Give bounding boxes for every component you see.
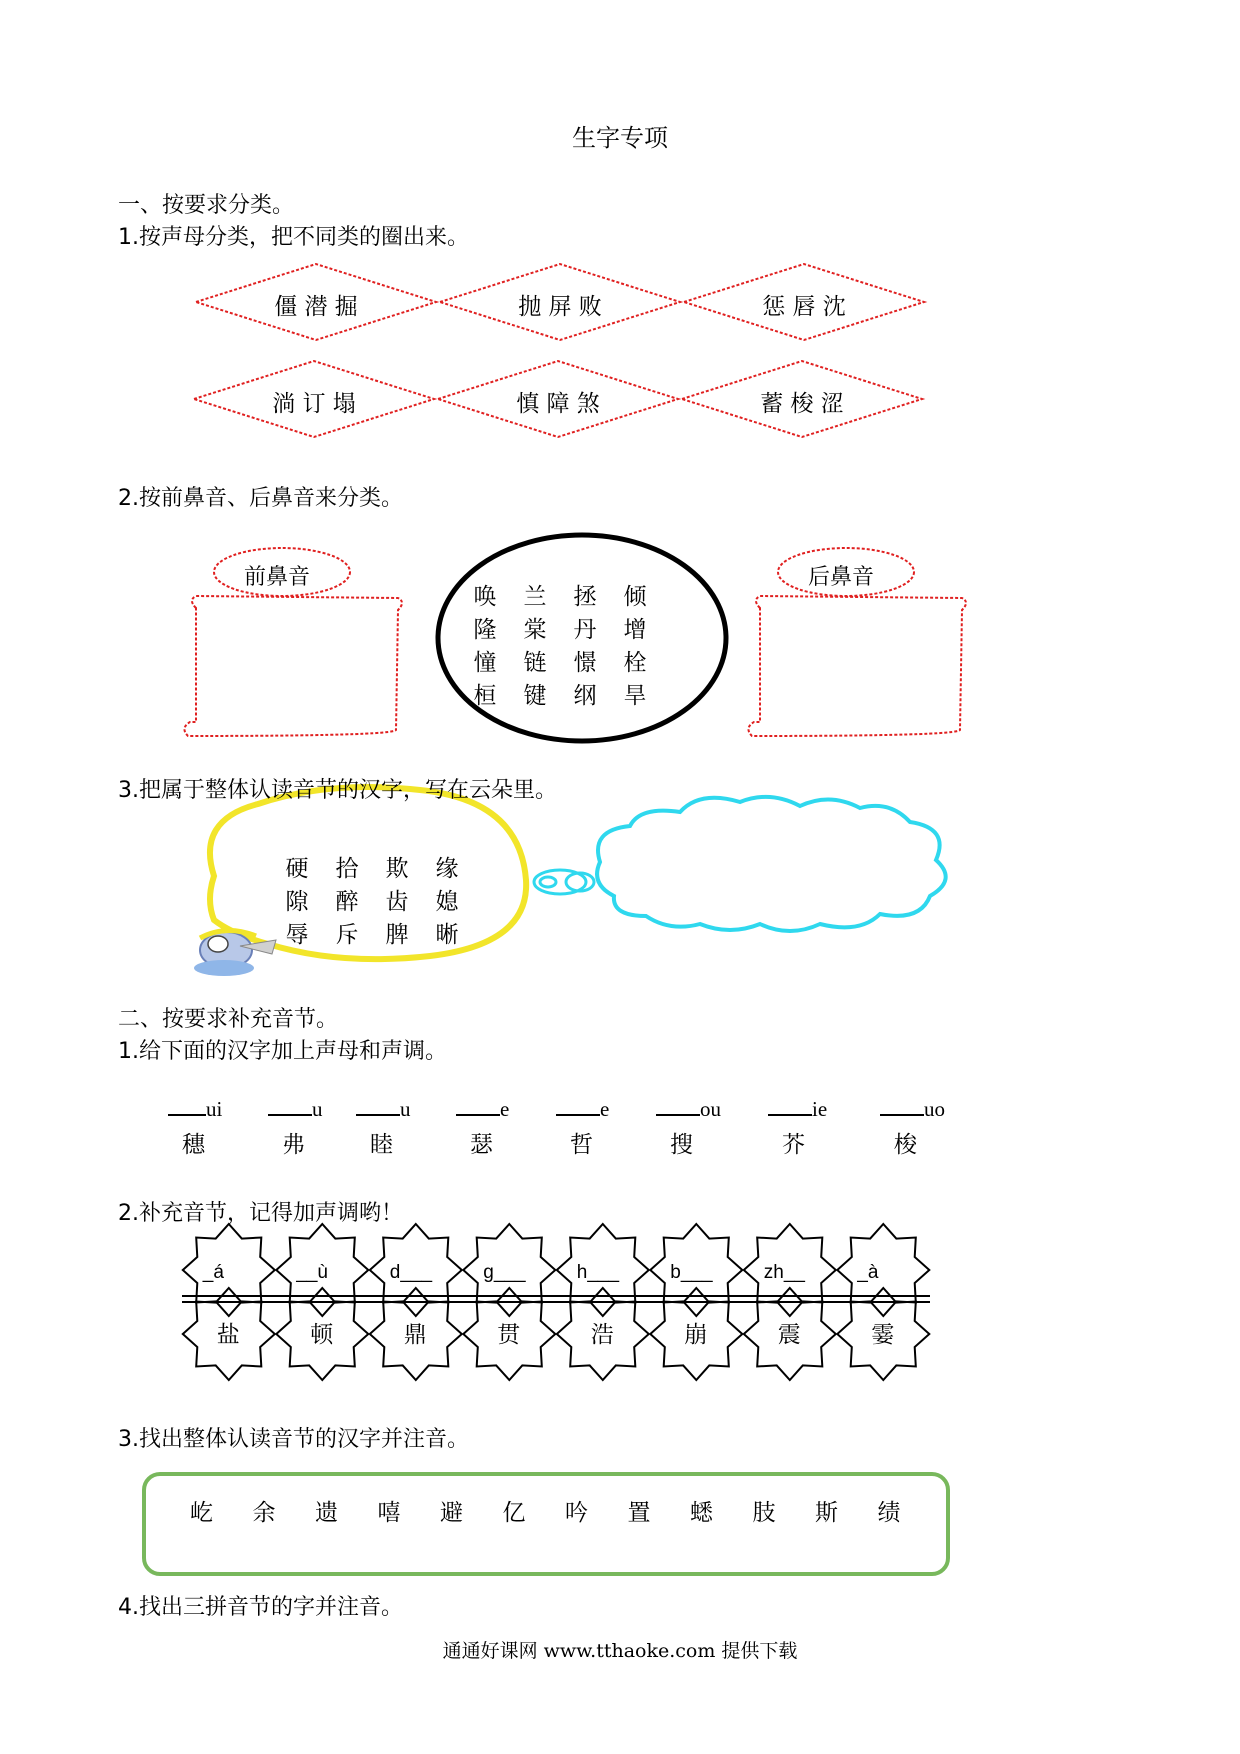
blank-with-final <box>456 1096 509 1122</box>
target-char: 弗 <box>282 1132 305 1158</box>
box-char: 避 <box>440 1500 463 1526</box>
answer-blank[interactable] <box>880 1096 924 1116</box>
section-heading-1: 一、按要求分类。 <box>118 193 295 218</box>
octagon-char: 霎 <box>871 1322 895 1348</box>
question-label-1-2: 2.按前鼻音、后鼻音来分类。 <box>118 486 403 511</box>
final-text: u <box>312 1097 323 1121</box>
box-char: 嘻 <box>377 1500 401 1526</box>
cloud-puff <box>534 870 586 894</box>
oval-char-row: 桓 键 纲 旱 <box>473 683 647 709</box>
octagon-char: 震 <box>777 1322 801 1348</box>
answer-blank[interactable] <box>356 1096 400 1116</box>
target-char: 穗 <box>182 1132 205 1158</box>
blank-with-final <box>268 1096 323 1122</box>
pinyin-partial[interactable]: zh__ <box>763 1262 805 1283</box>
octagon-char: 鼎 <box>403 1322 427 1348</box>
oval-char-row: 隆 棠 丹 增 <box>473 617 647 643</box>
octagon-char: 浩 <box>590 1322 614 1348</box>
footer-credit: 通通好课网 www.tthaoke.com 提供下载 <box>442 1640 798 1662</box>
box-char: 肢 <box>752 1500 776 1526</box>
final-text: uo <box>924 1097 945 1121</box>
blank-with-final <box>556 1096 609 1122</box>
pinyin-partial[interactable]: b___ <box>670 1262 713 1283</box>
section-heading-2: 二、按要求补充音节。 <box>118 1007 339 1032</box>
box-char: 绩 <box>877 1500 901 1526</box>
final-text: u <box>400 1097 411 1121</box>
back-nasal-label: 后鼻音 <box>808 565 875 590</box>
question-label-2-2: 2.补充音节，记得加声调哟！ <box>118 1201 403 1226</box>
answer-blank[interactable] <box>456 1096 500 1116</box>
scroll-frame-left <box>184 596 402 736</box>
diamond-group-3: 惩 唇 沈 <box>762 294 846 320</box>
box-char: 置 <box>627 1500 651 1526</box>
octagon-char: 贯 <box>497 1322 521 1348</box>
box-char: 遗 <box>315 1500 338 1526</box>
question-label-2-4: 4.找出三拼音节的字并注音。 <box>118 1595 403 1620</box>
oval-char-row: 憧 链 憬 栓 <box>473 650 647 676</box>
diamond-group-6: 蓄 梭 涩 <box>760 391 844 417</box>
target-char: 芥 <box>782 1132 805 1158</box>
pinyin-partial[interactable]: h___ <box>576 1262 620 1283</box>
answer-cloud <box>597 797 946 931</box>
pinyin-partial[interactable]: d___ <box>389 1262 433 1283</box>
diamond-group-1: 僵 潜 掘 <box>274 294 358 320</box>
question-label-1-3: 3.把属于整体认读音节的汉字，写在云朵里。 <box>118 778 557 803</box>
page-title: 生字专项 <box>572 124 668 152</box>
scroll-frame-right <box>748 596 966 736</box>
cloud-puff <box>540 877 556 887</box>
answer-blank[interactable] <box>268 1096 312 1116</box>
octagon-char: 顿 <box>310 1322 334 1348</box>
final-text: ou <box>700 1097 721 1121</box>
bubble-char-row: 硬 拾 欺 缘 <box>285 856 459 882</box>
question-label-1-1: 1.按声母分类，把不同类的圈出来。 <box>118 225 469 250</box>
box-char: 余 <box>252 1500 276 1526</box>
bubble-char-row: 隙 醉 齿 媳 <box>285 889 459 915</box>
final-text: ui <box>206 1097 223 1121</box>
target-char: 睦 <box>370 1132 393 1158</box>
cartoon-character <box>194 930 276 976</box>
final-text: e <box>600 1097 610 1121</box>
blank-with-final <box>880 1096 945 1122</box>
final-text: ie <box>812 1097 828 1121</box>
target-char: 梭 <box>894 1132 917 1158</box>
bubble-char-row: 辱 斥 脾 晰 <box>285 922 459 948</box>
box-char: 吟 <box>565 1500 588 1526</box>
final-text: e <box>500 1097 510 1121</box>
box-char: 斯 <box>815 1500 838 1526</box>
target-char: 瑟 <box>470 1132 493 1158</box>
target-char: 哲 <box>570 1132 593 1158</box>
answer-blank[interactable] <box>656 1096 700 1116</box>
octagon-char: 盐 <box>216 1322 240 1348</box>
target-char: 搜 <box>670 1132 693 1158</box>
pinyin-partial[interactable]: __ù <box>296 1262 328 1283</box>
front-nasal-label: 前鼻音 <box>244 565 311 590</box>
blank-with-final <box>168 1096 222 1122</box>
blank-with-final <box>768 1096 827 1122</box>
pinyin-partial[interactable]: _à <box>857 1262 879 1283</box>
pinyin-partial[interactable]: _á <box>202 1262 224 1283</box>
blank-with-final <box>356 1096 411 1122</box>
diamond-group-4: 淌 订 塌 <box>272 391 356 417</box>
question-label-2-3: 3.找出整体认读音节的汉字并注音。 <box>118 1427 469 1452</box>
diamond-group-5: 慎 障 煞 <box>516 391 600 417</box>
answer-blank[interactable] <box>768 1096 812 1116</box>
box-char: 亿 <box>502 1500 526 1526</box>
octagon-char: 崩 <box>684 1322 708 1348</box>
oval-char-row: 唤 兰 拯 倾 <box>473 584 647 610</box>
pinyin-partial[interactable]: g___ <box>483 1262 526 1283</box>
diamond-group-2: 抛 屏 败 <box>518 294 602 320</box>
answer-blank[interactable] <box>168 1096 206 1116</box>
box-char: 屹 <box>190 1500 213 1526</box>
answer-blank[interactable] <box>556 1096 600 1116</box>
question-label-2-1: 1.给下面的汉字加上声母和声调。 <box>118 1039 447 1064</box>
blank-with-final <box>656 1096 721 1122</box>
box-char: 蟋 <box>690 1500 713 1526</box>
